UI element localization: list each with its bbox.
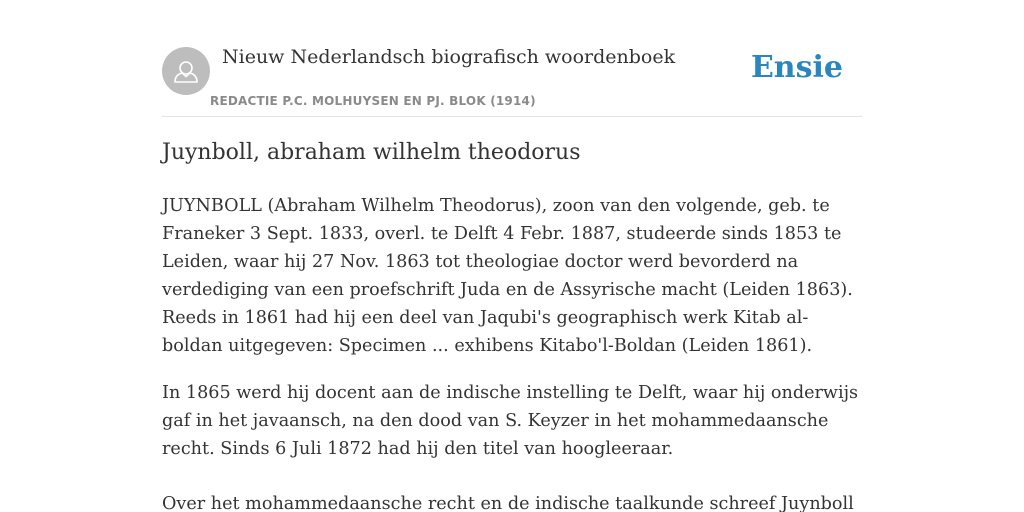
book-title[interactable]: Nieuw Nederlandsch biografisch woordenboek (222, 46, 676, 68)
entry-paragraph: In 1865 werd hij docent aan de indische instelling te Delft, waar hij onderwijs gaf in het javaansch, na den dood van S. Keyzer in het mohammedaansche recht. Sinds 6 Juli 1872 had hij den titel van hoogleeraar. (162, 383, 859, 459)
page (162, 0, 862, 512)
user-icon (162, 47, 210, 95)
editors-credit: REDACTIE P.C. MOLHUYSEN EN PJ. BLOK (1914) (210, 94, 536, 108)
entry-paragraph: Over het mohammedaansche recht en de indische taalkunde schreef Juynboll (162, 494, 854, 512)
entry-title: Juynboll, abraham wilhelm theodorus (162, 140, 581, 165)
site-logo[interactable]: Ensie (750, 50, 843, 85)
entry-paragraph: JUYNBOLL (Abraham Wilhelm Theodorus), zoon van den volgende, geb. te Franeker 3 Sept. 1833, overl. te Delft 4 Febr. 1887, studeerde sinds 1853 te Leiden, waar hij 27 Nov. 1863 tot theologiae doctor werd bevorderd na verdediging van een proefschrift Juda en de Assyrische macht (Leiden 1863). Reeds in 1861 had hij een deel van Jaqubi's geographisch werk Kitab al-boldan uitgegeven: Specimen ... exhibens Kitabo'l-Boldan (Leiden 1861). (162, 196, 853, 356)
avatar[interactable] (162, 47, 210, 95)
header (162, 0, 862, 117)
